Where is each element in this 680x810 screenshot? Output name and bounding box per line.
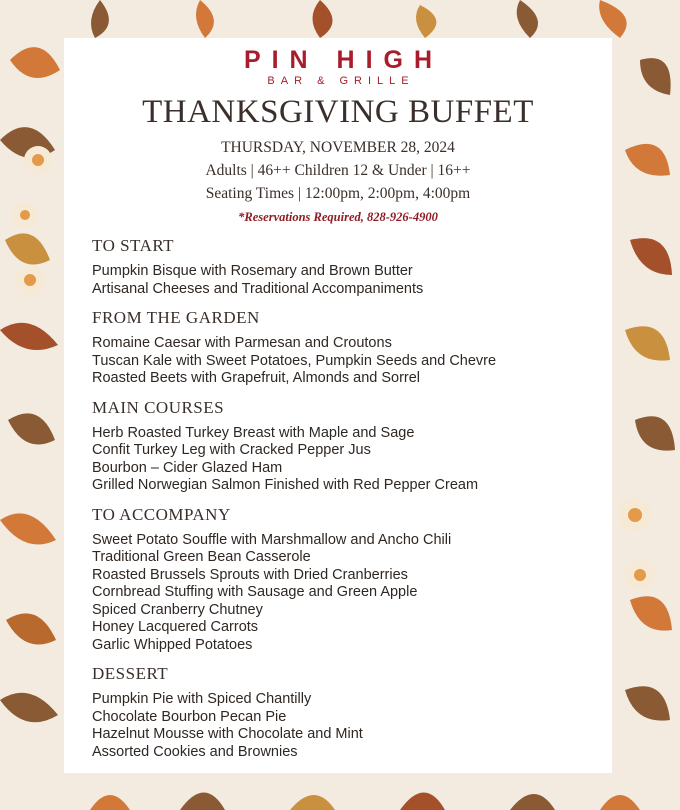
menu-section (92, 504, 592, 655)
leaf-icon (0, 47, 60, 722)
section-title: DESSERT (92, 664, 169, 683)
menu-item: Roasted Beets with Grapefruit, Almonds and Sorrel (92, 370, 421, 386)
menu-item: Grilled Norwegian Salmon Finished with Red Pepper Cream (92, 477, 479, 493)
event-prices: Adults | 46++ Children 12 & Under | 16++ (205, 162, 471, 179)
menu-list (92, 235, 592, 761)
menu-item: Chocolate Bourbon Pecan Pie (92, 708, 287, 725)
event-date: THURSDAY, NOVEMBER 28, 2024 (221, 139, 455, 156)
menu-item: Pumpkin Bisque with Rosemary and Brown Butter (92, 263, 413, 279)
menu-item: Hazelnut Mousse with Chocolate and Mint (92, 726, 363, 742)
menu-item: Sweet Potato Souffle with Marshmallow and Ancho Chili (92, 531, 452, 548)
menu-item: Tuscan Kale with Sweet Potatoes, Pumpkin Seeds and Chevre (92, 352, 497, 369)
menu-item: Pumpkin Pie with Spiced Chantilly (92, 691, 312, 707)
flower-icon (12, 146, 52, 295)
leaf-icon (90, 793, 640, 810)
section-title: TO ACCOMPANY (92, 504, 231, 524)
menu-item: Traditional Green Bean Casserole (92, 549, 311, 565)
brand-subtitle: BAR & GRILLE (267, 75, 415, 87)
reservation-note: *Reservations Required, 828-926-4900 (238, 210, 438, 224)
section-title: FROM THE GARDEN (92, 308, 260, 327)
menu-item: Spiced Cranberry Chutney (92, 601, 263, 618)
menu-item: Romaine Caesar with Parmesan and Croutons (92, 335, 392, 351)
menu-section (92, 307, 592, 388)
menu-item: Garlic Whipped Potatoes (92, 636, 253, 653)
leaf-icon (625, 58, 675, 720)
page-title: THANKSGIVING BUFFET (142, 94, 534, 130)
menu-item: Confit Turkey Leg with Cracked Pepper Jus (92, 442, 371, 458)
menu-item: Honey Lacquered Carrots (92, 619, 259, 635)
leaf-icon (91, 0, 627, 38)
menu-section (92, 663, 592, 761)
flower-icon (618, 498, 655, 590)
seating-times: Seating Times | 12:00pm, 2:00pm, 4:00pm (205, 185, 471, 202)
menu-section (92, 235, 592, 298)
menu-item: Bourbon – Cider Glazed Ham (92, 459, 283, 476)
section-title: MAIN COURSES (92, 397, 225, 417)
menu-item: Cornbread Stuffing with Sausage and Green Apple (92, 584, 418, 600)
brand-name: PIN HIGH (243, 46, 444, 74)
section-title: TO START (92, 236, 175, 255)
menu-item: Artisanal Cheeses and Traditional Accompaniments (92, 280, 424, 297)
menu-card (64, 38, 612, 773)
menu-item: Assorted Cookies and Brownies (92, 743, 298, 760)
menu-section (92, 397, 592, 495)
menu-item: Roasted Brussels Sprouts with Dried Cranberries (92, 566, 408, 583)
menu-item: Herb Roasted Turkey Breast with Maple and Sage (92, 424, 415, 441)
